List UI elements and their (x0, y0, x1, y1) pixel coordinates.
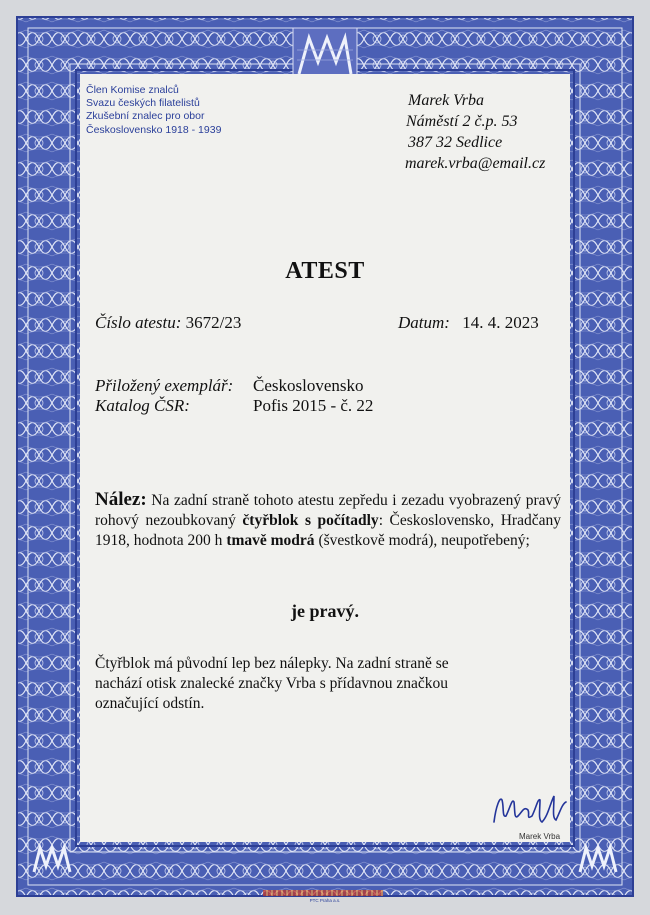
commission-line: Zkušební znalec pro obor (86, 110, 205, 123)
catalog-value: Pofis 2015 - č. 22 (253, 396, 374, 415)
commission-line: Svazu českých filatelistů (86, 97, 200, 110)
certificate-date-label: Datum: (398, 313, 450, 332)
certificate-title: ATEST (285, 258, 365, 284)
note-line: nachází otisk znalecké značky Vrba s přídavnou značkou (95, 675, 448, 692)
certificate-date (398, 313, 539, 333)
finding-bold: tmavě modrá (226, 532, 315, 549)
certificate-paper (80, 74, 570, 842)
finding-text: Na zadní straně tohoto atestu zepředu i zezadu vyobrazený pravý rohový nezoubkovaný (95, 492, 561, 529)
expert-address (405, 90, 545, 174)
certificate-date-value: 14. 4. 2023 (462, 313, 539, 332)
finding-bold: čtyřblok s počítadly (242, 512, 379, 529)
red-watermark-line (263, 890, 383, 896)
printer-imprint: PTC Praha a.s. (309, 898, 341, 903)
expert-city: 387 32 Sedlice (408, 134, 503, 151)
signature-name: Marek Vrba (519, 832, 561, 841)
commission-block (86, 84, 221, 137)
commission-line: Československo 1918 - 1939 (86, 123, 222, 136)
certificate-number-label: Číslo atestu: (95, 313, 182, 332)
exemplar-label: Přiložený exemplář: (95, 376, 234, 395)
certificate-number-value: 3672/23 (185, 313, 242, 332)
exemplar-value: Československo (253, 376, 364, 395)
expert-email: marek.vrba@email.cz (405, 155, 546, 172)
note-paragraph (95, 654, 555, 714)
finding-text: : Československo, Hradčany 1918, hodnota 200 h (95, 512, 561, 549)
finding-text: (švestkově modrá), neupotřebený; (314, 532, 530, 549)
note-line: označující odstín. (95, 695, 205, 712)
finding-paragraph (95, 490, 561, 551)
expert-street: Náměstí 2 č.p. 53 (406, 113, 518, 130)
expert-name: Marek Vrba (408, 92, 484, 109)
certificate-number (95, 313, 241, 333)
finding-lead: Nález: (95, 489, 147, 510)
commission-line: Člen Komise znalců (86, 84, 179, 96)
note-line: Čtyřblok má původní lep bez nálepky. Na zadní straně se (95, 655, 449, 672)
catalog-label: Katalog ČSR: (95, 396, 190, 415)
signature-mark (488, 786, 578, 836)
verdict: je pravý. (291, 601, 359, 621)
